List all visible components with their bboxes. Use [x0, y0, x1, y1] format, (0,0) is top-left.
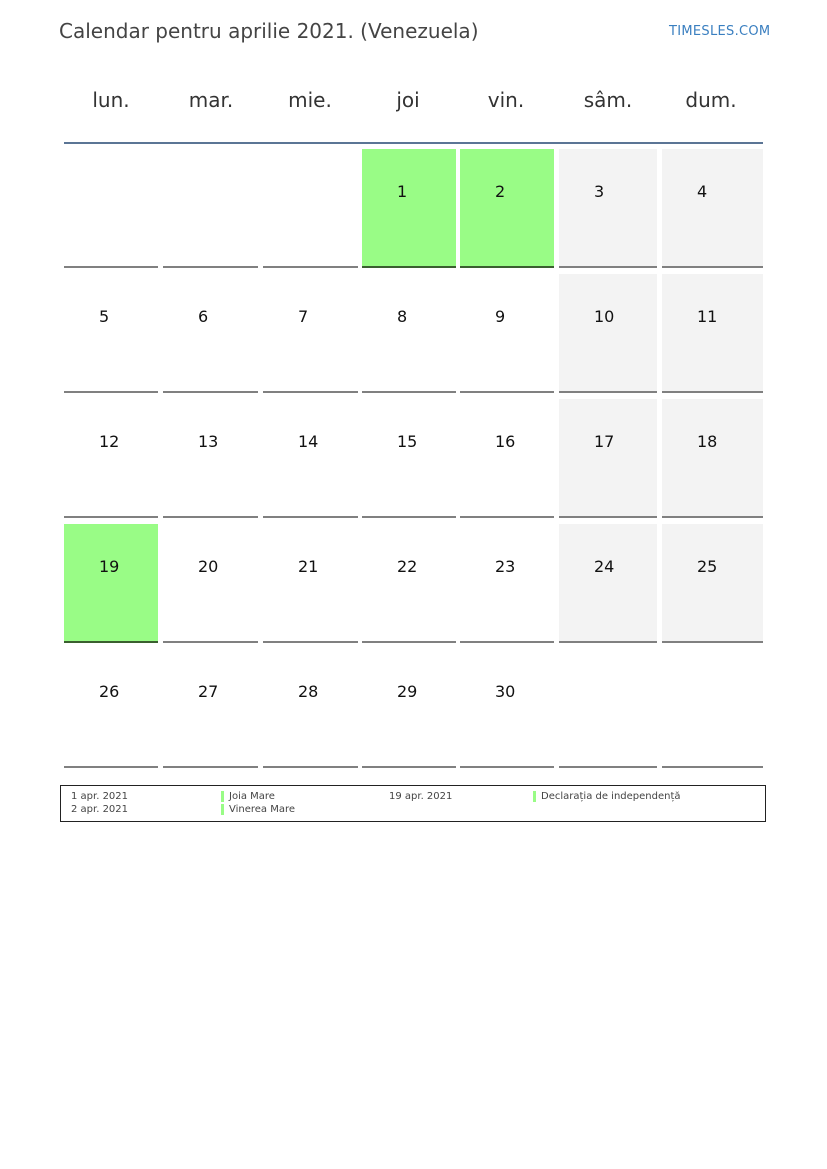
day-cell: [460, 649, 554, 768]
day-number: 12: [99, 432, 120, 451]
legend-holiday-name: Declarația de independență: [541, 791, 681, 802]
weekend-day-cell: [662, 524, 763, 643]
weekday-header: [63, 88, 763, 120]
weekday-thu: joi: [396, 88, 420, 112]
empty-day-cell: [163, 149, 258, 268]
day-number: 11: [697, 307, 718, 326]
day-number: 13: [198, 432, 219, 451]
day-number: 8: [397, 307, 408, 326]
day-cell: [362, 649, 456, 768]
day-cell: [163, 399, 258, 518]
day-number: 30: [495, 682, 516, 701]
holiday-color-marker: [221, 804, 224, 815]
day-cell: [460, 399, 554, 518]
empty-day-cell: [662, 649, 763, 768]
day-number: 7: [298, 307, 309, 326]
weekday-fri: vin.: [487, 88, 525, 112]
day-number: 9: [495, 307, 506, 326]
holiday-day-cell: [460, 149, 554, 268]
legend-date: 19 apr. 2021: [389, 791, 453, 802]
day-cell: [263, 649, 358, 768]
page-title: Calendar pentru aprilie 2021. (Venezuela): [59, 19, 479, 43]
day-number: 10: [594, 307, 615, 326]
day-cell: [64, 649, 158, 768]
day-number: 20: [198, 557, 219, 576]
day-number: 15: [397, 432, 418, 451]
day-number: 22: [397, 557, 418, 576]
day-cell: [64, 274, 158, 393]
day-number: 18: [697, 432, 718, 451]
empty-day-cell: [263, 149, 358, 268]
weekday-sun: dum.: [685, 88, 737, 112]
holiday-color-marker: [221, 791, 224, 802]
header-divider: [64, 142, 763, 144]
day-number: 23: [495, 557, 516, 576]
day-number: 14: [298, 432, 319, 451]
day-number: 27: [198, 682, 219, 701]
day-number: 28: [298, 682, 319, 701]
legend-date: 1 apr. 2021: [71, 791, 129, 802]
day-number: 1: [397, 182, 408, 201]
weekend-day-cell: [559, 149, 657, 268]
empty-day-cell: [559, 649, 657, 768]
day-number: 6: [198, 307, 209, 326]
weekend-day-cell: [662, 274, 763, 393]
day-number: 19: [99, 557, 120, 576]
day-cell: [460, 274, 554, 393]
holiday-day-cell: [64, 524, 158, 643]
weekend-day-cell: [559, 274, 657, 393]
legend-holiday-name: Joia Mare: [229, 791, 275, 802]
day-number: 24: [594, 557, 615, 576]
weekday-sat: sâm.: [583, 88, 633, 112]
day-cell: [362, 274, 456, 393]
weekday-tue: mar.: [188, 88, 234, 112]
day-number: 17: [594, 432, 615, 451]
holiday-legend: [60, 785, 766, 822]
day-number: 29: [397, 682, 418, 701]
day-cell: [163, 524, 258, 643]
day-number: 5: [99, 307, 110, 326]
brand-link[interactable]: TIMESLES.COM: [669, 24, 771, 39]
weekend-day-cell: [662, 149, 763, 268]
weekday-mon: lun.: [92, 88, 130, 112]
weekend-day-cell: [662, 399, 763, 518]
day-cell: [163, 274, 258, 393]
empty-day-cell: [64, 149, 158, 268]
day-number: 4: [697, 182, 708, 201]
day-cell: [64, 399, 158, 518]
weekend-day-cell: [559, 399, 657, 518]
day-number: 25: [697, 557, 718, 576]
day-cell: [362, 524, 456, 643]
legend-date: 2 apr. 2021: [71, 804, 129, 815]
legend-holiday-name: Vinerea Mare: [229, 804, 296, 815]
weekend-day-cell: [559, 524, 657, 643]
day-number: 26: [99, 682, 120, 701]
day-cell: [263, 274, 358, 393]
day-number: 16: [495, 432, 516, 451]
holiday-day-cell: [362, 149, 456, 268]
day-cell: [362, 399, 456, 518]
day-cell: [163, 649, 258, 768]
day-cell: [263, 399, 358, 518]
day-cell: [263, 524, 358, 643]
day-cell: [460, 524, 554, 643]
weekday-wed: mie.: [288, 88, 332, 112]
holiday-color-marker: [533, 791, 536, 802]
day-number: 3: [594, 182, 605, 201]
day-number: 21: [298, 557, 319, 576]
day-number: 2: [495, 182, 506, 201]
